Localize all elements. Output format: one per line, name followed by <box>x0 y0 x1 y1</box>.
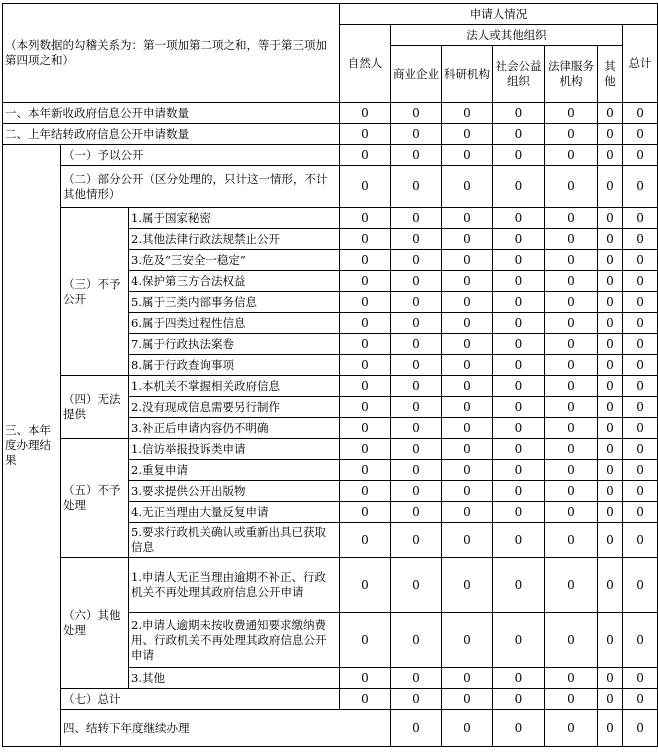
value-cell: 0 <box>598 145 623 166</box>
value-cell: 0 <box>442 689 493 710</box>
value-cell: 0 <box>493 689 545 710</box>
value-cell: 0 <box>442 710 493 747</box>
sub-item-label: 5.要求行政机关确认或重新出具已获取信息 <box>129 523 340 558</box>
value-cell: 0 <box>545 145 598 166</box>
value-cell: 0 <box>623 481 658 502</box>
table-row <box>3 439 658 460</box>
value-cell: 0 <box>391 355 442 376</box>
value-cell: 0 <box>623 145 658 166</box>
value-cell: 0 <box>545 166 598 208</box>
table-row <box>3 208 658 229</box>
value-cell: 0 <box>442 355 493 376</box>
value-cell: 0 <box>623 355 658 376</box>
value-cell: 0 <box>493 481 545 502</box>
row-label-not-processed: （五）不予处理 <box>61 439 129 558</box>
value-cell: 0 <box>598 439 623 460</box>
value-cell: 0 <box>340 418 391 439</box>
value-cell: 0 <box>545 208 598 229</box>
value-cell: 0 <box>598 558 623 613</box>
value-cell: 0 <box>598 229 623 250</box>
value-cell: 0 <box>493 334 545 355</box>
sub-item-label: 4.无正当理由大量反复申请 <box>129 502 340 523</box>
value-cell: 0 <box>623 418 658 439</box>
value-cell: 0 <box>545 292 598 313</box>
sub-item-label: 8.属于行政查询事项 <box>129 355 340 376</box>
value-cell: 0 <box>493 523 545 558</box>
value-cell: 0 <box>442 613 493 668</box>
header-research: 科研机构 <box>442 46 493 103</box>
value-cell: 0 <box>340 689 391 710</box>
value-cell: 0 <box>545 481 598 502</box>
value-cell: 0 <box>493 271 545 292</box>
sub-item-label: 3.危及“三安全一稳定” <box>129 250 340 271</box>
table-row <box>3 145 658 166</box>
value-cell: 0 <box>442 668 493 689</box>
value-cell: 0 <box>598 271 623 292</box>
value-cell: 0 <box>391 397 442 418</box>
statistics-table <box>2 3 658 747</box>
value-cell: 0 <box>598 313 623 334</box>
value-cell: 0 <box>545 460 598 481</box>
table-row <box>3 558 658 613</box>
header-legal-group: 法人或其他组织 <box>391 25 623 46</box>
value-cell: 0 <box>545 124 598 145</box>
sub-item-label: 1.申请人无正当理由逾期不补正、行政机关不再处理其政府信息公开申请 <box>129 558 340 613</box>
sub-item-label: 1.信访举报投诉类申请 <box>129 439 340 460</box>
header-applicant: 申请人情况 <box>340 4 658 25</box>
value-cell: 0 <box>340 334 391 355</box>
value-cell: 0 <box>391 166 442 208</box>
value-cell: 0 <box>598 502 623 523</box>
value-cell: 0 <box>391 710 442 747</box>
value-cell: 0 <box>391 460 442 481</box>
value-cell: 0 <box>442 481 493 502</box>
row-label-other-processing: （六）其他处理 <box>61 558 129 689</box>
value-cell: 0 <box>545 376 598 397</box>
value-cell: 0 <box>340 229 391 250</box>
value-cell: 0 <box>391 523 442 558</box>
row-label-partial: （二）部分公开（区分处理的，只计这一情形，不计其他情形） <box>61 166 340 208</box>
value-cell: 0 <box>598 124 623 145</box>
value-cell: 0 <box>340 668 391 689</box>
header-legal-service: 法律服务机构 <box>545 46 598 103</box>
sub-item-label: 6.属于四类过程性信息 <box>129 313 340 334</box>
value-cell: 0 <box>340 250 391 271</box>
value-cell: 0 <box>623 124 658 145</box>
value-cell: 0 <box>623 558 658 613</box>
value-cell: 0 <box>391 481 442 502</box>
value-cell: 0 <box>340 481 391 502</box>
row-label-cannot-provide: （四）无法提供 <box>61 376 129 439</box>
value-cell: 0 <box>493 229 545 250</box>
header-social: 社会公益组织 <box>493 46 545 103</box>
value-cell: 0 <box>442 418 493 439</box>
value-cell: 0 <box>623 103 658 124</box>
value-cell: 0 <box>623 613 658 668</box>
value-cell: 0 <box>391 313 442 334</box>
value-cell: 0 <box>598 710 623 747</box>
value-cell: 0 <box>391 292 442 313</box>
row-label-disclosed: （一）予以公开 <box>61 145 340 166</box>
value-cell: 0 <box>545 689 598 710</box>
value-cell: 0 <box>545 558 598 613</box>
value-cell: 0 <box>623 523 658 558</box>
value-cell: 0 <box>493 613 545 668</box>
value-cell: 0 <box>623 313 658 334</box>
sub-item-label: 1.属于国家秘密 <box>129 208 340 229</box>
value-cell: 0 <box>391 558 442 613</box>
value-cell: 0 <box>493 313 545 334</box>
value-cell: 0 <box>545 271 598 292</box>
value-cell: 0 <box>598 355 623 376</box>
value-cell: 0 <box>623 710 658 747</box>
value-cell: 0 <box>340 397 391 418</box>
value-cell: 0 <box>545 355 598 376</box>
value-cell: 0 <box>623 460 658 481</box>
table-row <box>3 166 658 208</box>
value-cell: 0 <box>442 292 493 313</box>
value-cell: 0 <box>623 250 658 271</box>
value-cell: 0 <box>340 313 391 334</box>
value-cell: 0 <box>391 439 442 460</box>
value-cell: 0 <box>598 376 623 397</box>
value-cell: 0 <box>493 292 545 313</box>
value-cell: 0 <box>545 439 598 460</box>
value-cell: 0 <box>391 103 442 124</box>
row-label-next-year: 四、结转下年度继续办理 <box>61 710 391 747</box>
value-cell: 0 <box>340 376 391 397</box>
value-cell: 0 <box>340 292 391 313</box>
sub-item-label: 2.没有现成信息需要另行制作 <box>129 397 340 418</box>
value-cell: 0 <box>623 376 658 397</box>
value-cell: 0 <box>340 145 391 166</box>
value-cell: 0 <box>493 103 545 124</box>
value-cell: 0 <box>391 271 442 292</box>
value-cell: 0 <box>442 229 493 250</box>
value-cell: 0 <box>493 397 545 418</box>
sub-item-label: 3.其他 <box>129 668 340 689</box>
value-cell: 0 <box>598 613 623 668</box>
header-total: 总计 <box>623 25 658 103</box>
value-cell: 0 <box>340 523 391 558</box>
value-cell: 0 <box>442 103 493 124</box>
value-cell: 0 <box>623 689 658 710</box>
value-cell: 0 <box>545 613 598 668</box>
value-cell: 0 <box>442 124 493 145</box>
sub-item-label: 4.保护第三方合法权益 <box>129 271 340 292</box>
value-cell: 0 <box>493 376 545 397</box>
value-cell: 0 <box>493 460 545 481</box>
value-cell: 0 <box>598 481 623 502</box>
value-cell: 0 <box>442 460 493 481</box>
value-cell: 0 <box>391 208 442 229</box>
value-cell: 0 <box>493 502 545 523</box>
value-cell: 0 <box>598 460 623 481</box>
value-cell: 0 <box>493 250 545 271</box>
value-cell: 0 <box>391 229 442 250</box>
value-cell: 0 <box>623 271 658 292</box>
value-cell: 0 <box>623 668 658 689</box>
value-cell: 0 <box>623 292 658 313</box>
sub-item-label: 2.其他法律行政法规禁止公开 <box>129 229 340 250</box>
row-label-new-applications: 一、本年新收政府信息公开申请数量 <box>3 103 340 124</box>
value-cell: 0 <box>442 334 493 355</box>
value-cell: 0 <box>493 124 545 145</box>
header-business: 商业企业 <box>391 46 442 103</box>
value-cell: 0 <box>493 558 545 613</box>
sub-item-label: 5.属于三类内部事务信息 <box>129 292 340 313</box>
sub-item-label: 2.重复申请 <box>129 460 340 481</box>
value-cell: 0 <box>545 313 598 334</box>
value-cell: 0 <box>545 523 598 558</box>
value-cell: 0 <box>623 502 658 523</box>
table-row <box>3 376 658 397</box>
value-cell: 0 <box>545 397 598 418</box>
value-cell: 0 <box>598 292 623 313</box>
value-cell: 0 <box>598 250 623 271</box>
value-cell: 0 <box>442 313 493 334</box>
value-cell: 0 <box>545 502 598 523</box>
value-cell: 0 <box>340 613 391 668</box>
sub-item-label: 1.本机关不掌握相关政府信息 <box>129 376 340 397</box>
sub-item-label: 3.要求提供公开出版物 <box>129 481 340 502</box>
value-cell: 0 <box>391 334 442 355</box>
value-cell: 0 <box>493 710 545 747</box>
table-row <box>3 689 658 710</box>
value-cell: 0 <box>391 376 442 397</box>
value-cell: 0 <box>391 124 442 145</box>
value-cell: 0 <box>340 355 391 376</box>
value-cell: 0 <box>493 668 545 689</box>
value-cell: 0 <box>493 439 545 460</box>
value-cell: 0 <box>623 397 658 418</box>
value-cell: 0 <box>598 166 623 208</box>
value-cell: 0 <box>598 418 623 439</box>
row-label-subtotal: （七）总计 <box>61 689 340 710</box>
value-cell: 0 <box>442 376 493 397</box>
value-cell: 0 <box>340 166 391 208</box>
value-cell: 0 <box>442 145 493 166</box>
sub-item-label: 7.属于行政执法案卷 <box>129 334 340 355</box>
header-natural-person: 自然人 <box>340 25 391 103</box>
value-cell: 0 <box>623 439 658 460</box>
sub-item-label: 2.申请人逾期未按收费通知要求缴纳费用、行政机关不再处理其政府信息公开申请 <box>129 613 340 668</box>
value-cell: 0 <box>598 208 623 229</box>
value-cell: 0 <box>340 460 391 481</box>
value-cell: 0 <box>442 271 493 292</box>
value-cell: 0 <box>545 710 598 747</box>
value-cell: 0 <box>598 668 623 689</box>
value-cell: 0 <box>598 689 623 710</box>
value-cell: 0 <box>442 502 493 523</box>
value-cell: 0 <box>545 418 598 439</box>
row-label-carried-over: 二、上年结转政府信息公开申请数量 <box>3 124 340 145</box>
value-cell: 0 <box>391 250 442 271</box>
header-note: （本列数据的勾稽关系为：第一项加第二项之和，等于第三项加第四项之和） <box>3 4 340 103</box>
value-cell: 0 <box>391 668 442 689</box>
row-label-not-disclosed: （三）不予公开 <box>61 208 129 376</box>
value-cell: 0 <box>623 229 658 250</box>
value-cell: 0 <box>493 145 545 166</box>
value-cell: 0 <box>340 439 391 460</box>
table-row <box>3 103 658 124</box>
value-cell: 0 <box>623 208 658 229</box>
value-cell: 0 <box>391 145 442 166</box>
value-cell: 0 <box>340 103 391 124</box>
value-cell: 0 <box>340 124 391 145</box>
value-cell: 0 <box>598 397 623 418</box>
value-cell: 0 <box>623 166 658 208</box>
value-cell: 0 <box>391 613 442 668</box>
value-cell: 0 <box>391 689 442 710</box>
value-cell: 0 <box>545 334 598 355</box>
value-cell: 0 <box>623 334 658 355</box>
value-cell: 0 <box>442 250 493 271</box>
value-cell: 0 <box>442 558 493 613</box>
value-cell: 0 <box>545 668 598 689</box>
value-cell: 0 <box>391 418 442 439</box>
value-cell: 0 <box>545 250 598 271</box>
table-row <box>3 124 658 145</box>
value-cell: 0 <box>598 103 623 124</box>
value-cell: 0 <box>340 558 391 613</box>
value-cell: 0 <box>442 397 493 418</box>
value-cell: 0 <box>442 439 493 460</box>
value-cell: 0 <box>340 271 391 292</box>
sub-item-label: 3.补正后申请内容仍不明确 <box>129 418 340 439</box>
table-row <box>3 710 658 747</box>
value-cell: 0 <box>545 229 598 250</box>
value-cell: 0 <box>442 166 493 208</box>
value-cell: 0 <box>391 502 442 523</box>
value-cell: 0 <box>545 103 598 124</box>
value-cell: 0 <box>340 502 391 523</box>
value-cell: 0 <box>598 334 623 355</box>
value-cell: 0 <box>493 418 545 439</box>
value-cell: 0 <box>442 523 493 558</box>
value-cell: 0 <box>493 355 545 376</box>
value-cell: 0 <box>493 166 545 208</box>
value-cell: 0 <box>493 208 545 229</box>
value-cell: 0 <box>340 208 391 229</box>
header-other: 其他 <box>598 46 623 103</box>
value-cell: 0 <box>442 208 493 229</box>
row-label-results: 三、本年度办理结果 <box>3 145 61 747</box>
value-cell: 0 <box>598 523 623 558</box>
